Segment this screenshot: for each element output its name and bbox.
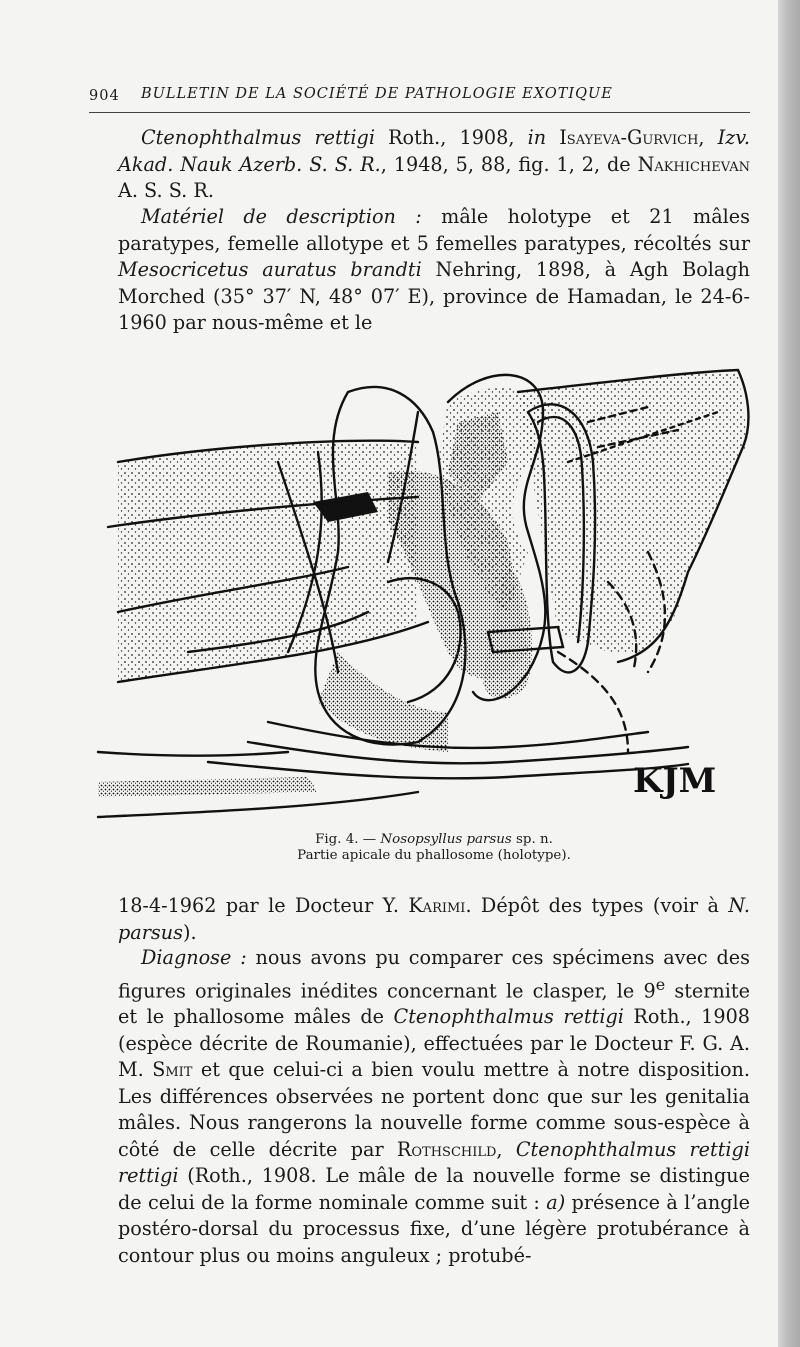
caption-line-2: Partie apicale du phallosome (holotype). bbox=[297, 848, 571, 863]
continuation-author: Karimi bbox=[408, 894, 466, 917]
page-edge bbox=[778, 0, 800, 1347]
figure-caption bbox=[118, 832, 750, 864]
material-label: Matériel de description : bbox=[141, 205, 422, 228]
journal-page bbox=[89, 0, 751, 1347]
figure-phallosome bbox=[88, 352, 754, 832]
journal-title: BULLETIN DE LA SOCIÉTÉ DE PATHOLOGIE EXOTIQUE bbox=[141, 86, 613, 102]
svg-text:KJM: KJM bbox=[633, 761, 717, 801]
page-number: 904 bbox=[89, 88, 120, 104]
host-species: Mesocricetus auratus brandti bbox=[118, 258, 422, 281]
reference-paragraph: Ctenophthalmus rettigi Roth., 1908, in Isayeva-Gurvich, Izv. Akad. Nauk Azerb. S. S. R., 1948, 5, 88, fig. 1, 2, de Nakhichevan A. S. S. R. bbox=[118, 126, 751, 202]
diagnose-label: Diagnose : bbox=[141, 946, 247, 969]
phallosome-drawing bbox=[88, 352, 754, 832]
reference-journal: Izv. Akad. Nauk Azerb. S. S. R. bbox=[118, 126, 751, 176]
illustrator-signature bbox=[633, 761, 716, 801]
caption-species: Nosopsyllus parsus bbox=[380, 832, 512, 847]
running-header bbox=[89, 82, 750, 113]
reference-author: Isayeva-Gurvich, bbox=[546, 126, 718, 149]
caption-line-1: Fig. 4. — Nosopsyllus parsus sp. n. bbox=[315, 832, 553, 847]
reference-species: Ctenophthalmus rettigi bbox=[141, 126, 375, 149]
reference-place: Nakhichevan bbox=[637, 152, 750, 176]
material-paragraph: Matériel de description : mâle holotype et 21 mâles paratypes, femelle allotype et 5 femelles paratypes, récoltés sur Mesocricetus auratus brandti Nehring, 1898, à Agh Bolagh Morched (35° 37′ N, 48° 07′ E), province de Hamadan, le 24-6-1960 par nous-même et le bbox=[118, 205, 751, 334]
continuation-ref: N. parsus bbox=[118, 894, 750, 944]
continuation-paragraph: 18-4-1962 par le Docteur Y. Karimi. Dépôt des types (voir à N. parsus). bbox=[118, 894, 750, 944]
diagnose-paragraph: Diagnose : nous avons pu comparer ces spécimens avec des figures originales inédites concernant le clasper, le 9e sternite et le phallosome mâles de Ctenophthalmus rettigi Roth., 1908 (espèce décrite de Roumanie), effectuées par le Docteur F. G. A. M. Smit et que celui-ci a bien voulu mettre à notre disposition. Les différences observées ne portent donc que sur les genitalia mâles. Nous rangerons la nouvelle forme comme sous-espèce à côté de celle décrite par Rothschild, Ctenophthalmus rettigi rettigi (Roth., 1908. Le mâle de la nouvelle forme se distingue de celui de la forme nominale comme suit : a) présence à l’angle postéro-dorsal du processus fixe, d’une légère protubérance à contour plus ou moins anguleux ; protubé- bbox=[118, 946, 750, 1267]
